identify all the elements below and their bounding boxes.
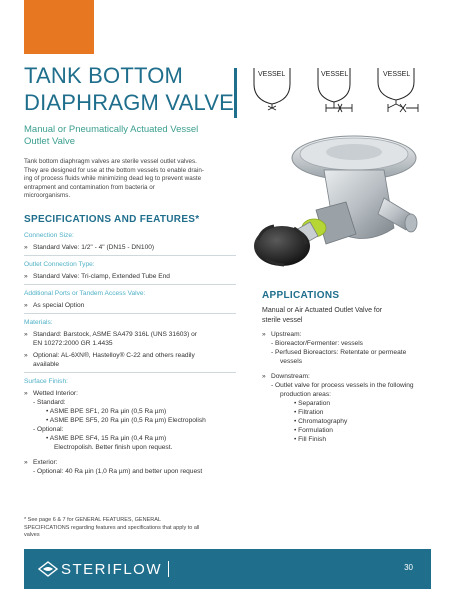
- production-area: • Filtration: [294, 409, 324, 416]
- intro-paragraph: [24, 158, 239, 201]
- wetted-standard-item: • ASME BPE SF5, 20 Ra µin (0,5 Ra µm) Electropolish: [46, 417, 206, 424]
- vessel-diagrams: [248, 66, 438, 116]
- divider: [24, 313, 236, 314]
- applications-section: [262, 290, 432, 444]
- materials-standard-line: EN 10272:2000 GR 1.4435: [33, 340, 113, 347]
- intro-line: Tank bottom diaphragm valves are sterile vessel outlet valves.: [24, 158, 197, 165]
- downstream-item: - Outlet valve for process vessels in the following: [271, 382, 414, 389]
- title-divider: [234, 68, 237, 118]
- outlet-connection-value: » Standard Valve: Tri-clamp, Extended Tube End: [24, 272, 236, 281]
- production-area: • Separation: [294, 400, 331, 407]
- materials-optional-line: available: [33, 361, 60, 368]
- upstream-item: - Perfused Bioreactors: Retentate or permeate: [271, 349, 407, 356]
- wetted-optional: - Optional:: [33, 426, 64, 433]
- surface-finish-label: Surface Finish:: [24, 378, 68, 385]
- footer-bar: [24, 549, 431, 589]
- downstream-item-cont: production areas:: [280, 391, 331, 398]
- upstream-heading: » Upstream:: [262, 330, 432, 339]
- page-number: 30: [404, 563, 413, 572]
- footnote-line: * See page 6 & 7 for GENERAL FEATURES, GENERAL: [24, 517, 161, 523]
- subtitle-line-1: Manual or Pneumatically Actuated Vessel: [24, 124, 199, 135]
- vessel-label-3: VESSEL: [383, 71, 411, 78]
- exterior-optional: - Optional: 40 Ra µin (1,0 Ra µm) and better upon request: [33, 468, 203, 475]
- upstream-item-cont: vessels: [280, 358, 302, 365]
- applications-description-line: sterile vessel: [262, 317, 303, 324]
- wetted-interior: » Wetted Interior:: [24, 389, 236, 398]
- production-area: • Formulation: [294, 427, 333, 434]
- connection-size-value: » Standard Valve: 1/2" - 4" (DN15 - DN100): [24, 243, 236, 252]
- brand-name: STERIFLOW: [61, 560, 163, 578]
- subtitle-line-2: Outlet Valve: [24, 136, 76, 147]
- wetted-optional-item-cont: Electropolish. Better finish upon request.: [54, 444, 173, 451]
- orange-accent-block: [24, 0, 94, 54]
- materials-optional-line: » Optional: AL-6XN®, Hastelloy® C-22 and others readily: [33, 352, 195, 359]
- wetted-standard-item: • ASME BPE SF1, 20 Ra µin (0,5 Ra µm): [46, 408, 167, 415]
- logo-divider: [168, 561, 169, 577]
- vessel-label-2: VESSEL: [321, 71, 349, 78]
- additional-ports-value: » As special Option: [24, 301, 236, 310]
- vessel-diagram-1: [254, 68, 290, 110]
- downstream-heading: » Downstream:: [262, 372, 432, 381]
- page-title: [24, 62, 235, 116]
- materials-standard-line: » Standard: Barstock, ASME SA479 316L (UNS 31603) or: [33, 331, 197, 338]
- intro-line: entrapment and contamination from bacteria or: [24, 183, 155, 191]
- divider: [24, 255, 236, 256]
- intro-line: microorganisms.: [24, 192, 71, 199]
- vessel-diagram-3: [378, 68, 418, 112]
- exterior: » Exterior:: [24, 458, 236, 467]
- intro-line: They are designed for use at the bottom vessels to enable drain-: [24, 166, 204, 174]
- intro-line: ing of process fluids while minimizing dead leg to prevent waste: [24, 175, 202, 182]
- connection-size-label: Connection Size:: [24, 232, 74, 239]
- footnote-line: SPECIFICATIONS regarding features and specifications that apply to all: [24, 524, 200, 531]
- vessel-label-1: VESSEL: [258, 71, 286, 78]
- subtitle: [24, 124, 234, 148]
- materials-label: Materials:: [24, 319, 53, 326]
- divider: [24, 372, 236, 373]
- steriflow-mark-icon: [38, 561, 58, 577]
- wetted-standard: - Standard:: [33, 399, 66, 406]
- vessel-diagram-2: [318, 68, 352, 112]
- materials-optional: [24, 351, 236, 369]
- title-line-1: TANK BOTTOM: [24, 63, 184, 88]
- applications-description: [262, 306, 432, 326]
- specifications-section: [24, 214, 236, 476]
- production-area: • Chromatography: [294, 418, 348, 425]
- production-area: • Fill Finish: [294, 436, 326, 443]
- upstream-item: - Bioreactor/Fermenter: vessels: [271, 340, 363, 347]
- valve-product-image: [244, 118, 424, 288]
- divider: [24, 284, 236, 285]
- applications-heading: APPLICATIONS: [262, 290, 340, 301]
- outlet-connection-label: Outlet Connection Type:: [24, 261, 95, 268]
- wetted-optional-item: • ASME BPE SF4, 15 Ra µin (0,4 Ra µm): [46, 435, 167, 442]
- additional-ports-label: Additional Ports or Tandem Access Valve:: [24, 290, 146, 297]
- steriflow-logo: [38, 559, 169, 579]
- footnote: [24, 517, 234, 540]
- materials-standard: [24, 330, 236, 348]
- footnote-line: valves: [24, 532, 40, 538]
- title-line-2: DIAPHRAGM VALVE: [24, 90, 235, 115]
- specifications-heading: SPECIFICATIONS AND FEATURES*: [24, 214, 200, 225]
- applications-description-line: Manual or Air Actuated Outlet Valve for: [262, 307, 383, 314]
